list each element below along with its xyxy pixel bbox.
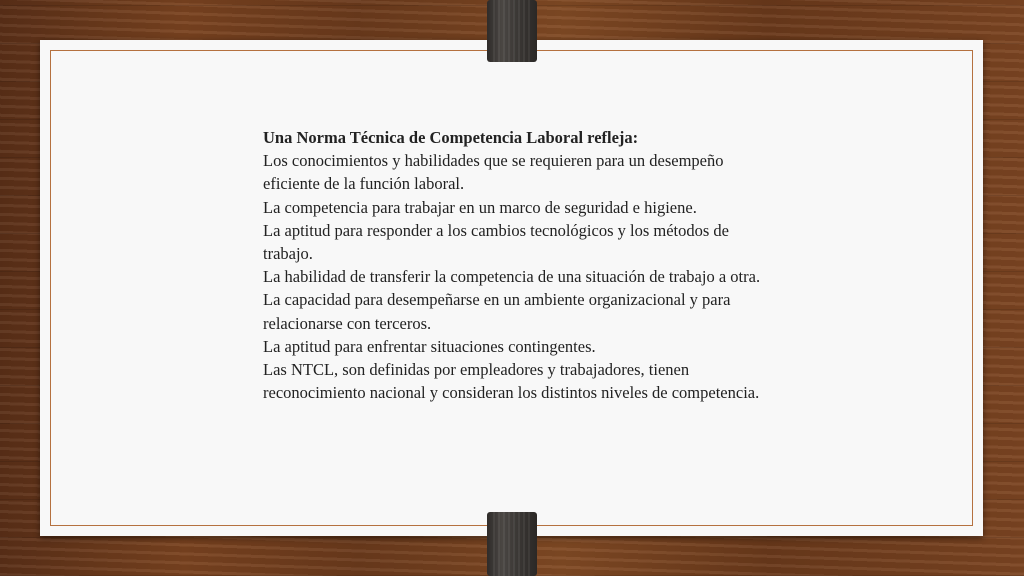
paragraph-transferir: La habilidad de transferir la competencia de una situación de trabajo a otra.	[263, 267, 761, 287]
top-binder-clip	[487, 0, 537, 62]
paragraph-conocimientos: Los conocimientos y habilidades que se requieren para un desempeño eficiente de la función laboral.	[263, 151, 724, 194]
paragraph-cambios-tecnologicos: La aptitud para responder a los cambios tecnológicos y los métodos de trabajo.	[263, 220, 730, 264]
paragraph-seguridad: La competencia para trabajar en un marco de seguridad e higiene.	[263, 197, 697, 217]
slide-text-body	[263, 126, 763, 404]
paragraph-ntcl: Las NTCL, son definidas por empleadores y trabajadores, tienen reconocimiento nacional y consideran los distintos niveles de competencia.	[263, 360, 760, 403]
bottom-binder-clip	[487, 512, 537, 576]
paragraph-contingentes: La aptitud para enfrentar situaciones contingentes.	[263, 336, 596, 356]
paragraph-ambiente-organizacional: La capacidad para desempeñarse en un ambiente organizacional y para relacionarse con terceros.	[263, 290, 731, 333]
slide-heading: Una Norma Técnica de Competencia Laboral refleja:	[263, 128, 639, 147]
